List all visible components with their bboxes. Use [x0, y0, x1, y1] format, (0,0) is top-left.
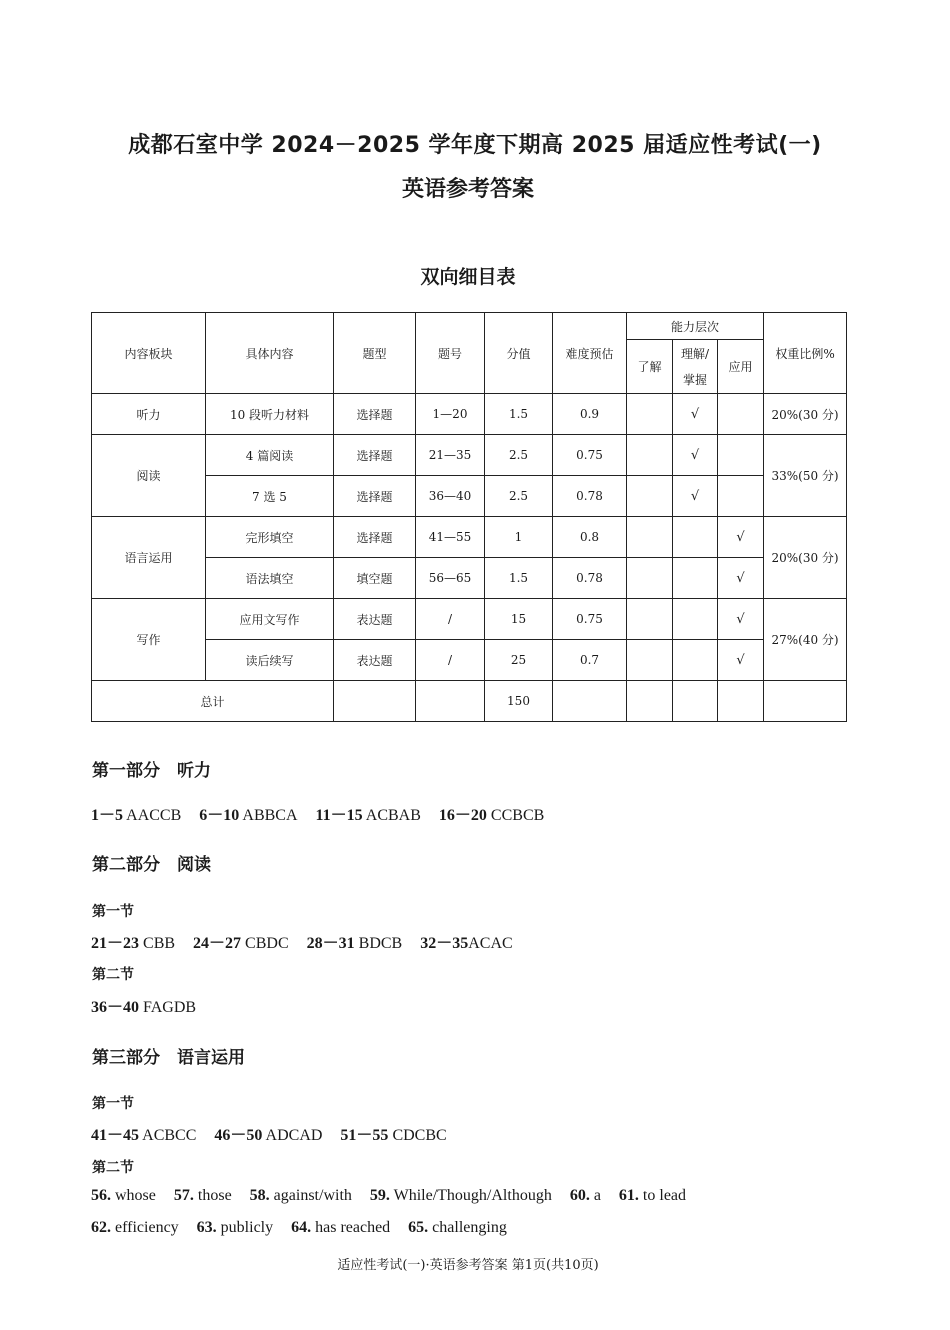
cell-apply: √ [718, 599, 764, 640]
cell-qtype: 填空题 [334, 558, 416, 599]
answer-value: BDCB [358, 935, 403, 952]
header-weight: 权重比例% [764, 313, 847, 394]
part2-section1-answers [91, 930, 513, 953]
cell-difficulty: 0.78 [553, 558, 627, 599]
header-master-line2: 掌握 [682, 372, 707, 387]
cell-understand [627, 476, 673, 517]
part2-section2-heading: 第二节 [92, 967, 134, 983]
cell-block: 写作 [92, 599, 206, 681]
answer-value: whose [115, 1187, 156, 1204]
cell-qtype: 选择题 [334, 517, 416, 558]
cell-apply [718, 435, 764, 476]
cell-qnum: / [416, 640, 485, 681]
cell-understand [627, 435, 673, 476]
cell-master: √ [673, 394, 718, 435]
table-row [92, 640, 847, 681]
answer-value: CBDC [245, 935, 289, 952]
header-apply: 应用 [718, 340, 764, 394]
answer-range: 41－45 [91, 1127, 140, 1144]
answer-value: ACBCC [142, 1127, 197, 1144]
answer-value: against/with [273, 1187, 352, 1204]
cell-qtype: 选择题 [334, 435, 416, 476]
cell-apply: √ [718, 517, 764, 558]
answer-value: FAGDB [143, 999, 197, 1016]
answer-value: While/Though/Although [393, 1187, 552, 1204]
answer-value: CCBCB [490, 807, 545, 824]
header-master-line1: 理解/ [680, 346, 710, 361]
part3-section1-heading: 第一节 [92, 1096, 134, 1112]
answer-number: 64. [291, 1219, 312, 1236]
part1-answers [91, 802, 544, 825]
cell-content: 10 段听力材料 [206, 394, 334, 435]
answer-key-title: 英语参考答案 [401, 177, 534, 202]
answer-range: 21－23 [91, 935, 140, 952]
cell-difficulty: 0.9 [553, 394, 627, 435]
answer-value: ABBCA [242, 807, 298, 824]
table-header-row [92, 313, 847, 340]
cell-difficulty: 0.75 [553, 599, 627, 640]
cell-qtype: 表达题 [334, 599, 416, 640]
answer-range: 46－50 [214, 1127, 263, 1144]
answer-range: 36－40 [91, 999, 140, 1016]
cell-understand [627, 599, 673, 640]
cell-master [673, 517, 718, 558]
part2-heading: 第二部分 阅读 [92, 855, 211, 875]
cell-score: 2.5 [485, 476, 553, 517]
answer-value: CBB [143, 935, 176, 952]
answer-value: efficiency [115, 1219, 179, 1236]
part2-section1-heading: 第一节 [92, 904, 134, 920]
answer-range: 11－15 [315, 807, 363, 824]
cell-total-label: 总计 [92, 681, 334, 722]
table-row [92, 558, 847, 599]
cell-qnum: 36—40 [416, 476, 485, 517]
answer-value: publicly [220, 1219, 274, 1236]
answer-value: AACCB [126, 807, 182, 824]
header-content-block: 内容板块 [92, 313, 206, 394]
answer-range: 32－35 [420, 935, 469, 952]
header-question-number: 题号 [416, 313, 485, 394]
answer-value: CDCBC [392, 1127, 447, 1144]
part3-section2-heading: 第二节 [92, 1160, 134, 1176]
cell-block: 听力 [92, 394, 206, 435]
cell-qnum: 41—55 [416, 517, 485, 558]
header-score: 分值 [485, 313, 553, 394]
cell-qtype: 表达题 [334, 640, 416, 681]
table-row [92, 435, 847, 476]
cell-content: 读后续写 [206, 640, 334, 681]
cell-difficulty: 0.78 [553, 476, 627, 517]
header-specific-content: 具体内容 [206, 313, 334, 394]
answer-number: 58. [249, 1187, 270, 1204]
cell-total-score: 150 [485, 681, 553, 722]
answer-number: 59. [369, 1187, 390, 1204]
answer-value: ACAC [468, 935, 513, 952]
cell-content: 应用文写作 [206, 599, 334, 640]
header-difficulty: 难度预估 [553, 313, 627, 394]
cell-weight: 20%(30 分) [764, 394, 847, 435]
answer-value: has reached [315, 1219, 391, 1236]
answer-value: a [593, 1187, 601, 1204]
answer-range: 28－31 [306, 935, 355, 952]
cell-master [673, 558, 718, 599]
header-question-type: 题型 [334, 313, 416, 394]
table-row [92, 394, 847, 435]
cell-block: 语言运用 [92, 517, 206, 599]
cell-apply: √ [718, 558, 764, 599]
answer-number: 65. [408, 1219, 429, 1236]
part2-section2-answers [91, 994, 196, 1017]
cell-qtype: 选择题 [334, 476, 416, 517]
answer-range: 24－27 [193, 935, 242, 952]
cell-weight: 27%(40 分) [764, 599, 847, 681]
specification-table [91, 312, 847, 722]
answer-range: 6－10 [199, 807, 240, 824]
cell-qnum: 56—65 [416, 558, 485, 599]
cell-master [673, 599, 718, 640]
cell-block: 阅读 [92, 435, 206, 517]
cell-difficulty: 0.7 [553, 640, 627, 681]
cell-difficulty: 0.75 [553, 435, 627, 476]
cell-content: 完形填空 [206, 517, 334, 558]
cell-apply: √ [718, 640, 764, 681]
answer-value: those [197, 1187, 232, 1204]
cell-master: √ [673, 476, 718, 517]
part3-section2-answers-line2 [91, 1219, 507, 1237]
header-understand: 了解 [627, 340, 673, 394]
cell-qtype: 选择题 [334, 394, 416, 435]
cell-score: 15 [485, 599, 553, 640]
cell-understand [627, 640, 673, 681]
cell-understand [627, 394, 673, 435]
answer-range: 51－55 [340, 1127, 389, 1144]
table-total-row [92, 681, 847, 722]
header-ability-level: 能力层次 [627, 313, 764, 340]
answer-value: challenging [432, 1219, 507, 1236]
header-master [673, 340, 718, 394]
cell-difficulty: 0.8 [553, 517, 627, 558]
cell-master: √ [673, 435, 718, 476]
cell-score: 1 [485, 517, 553, 558]
answer-number: 61. [618, 1187, 639, 1204]
cell-qnum: / [416, 599, 485, 640]
answer-value: ADCAD [265, 1127, 323, 1144]
table-row [92, 517, 847, 558]
page-footer: 适应性考试(一)·英语参考答案 第1页(共10页) [337, 1258, 599, 1273]
cell-score: 1.5 [485, 394, 553, 435]
cell-content: 语法填空 [206, 558, 334, 599]
answer-value: ACBAB [365, 807, 421, 824]
table-title: 双向细目表 [420, 266, 516, 288]
cell-master [673, 640, 718, 681]
answer-range: 16－20 [438, 807, 487, 824]
answer-number: 56. [91, 1187, 111, 1204]
part3-heading: 第三部分 语言运用 [92, 1048, 245, 1068]
cell-apply [718, 394, 764, 435]
answer-value: to lead [642, 1187, 687, 1204]
part1-heading: 第一部分 听力 [92, 761, 211, 781]
cell-score: 1.5 [485, 558, 553, 599]
cell-score: 2.5 [485, 435, 553, 476]
answer-number: 60. [569, 1187, 590, 1204]
cell-understand [627, 558, 673, 599]
answer-number: 63. [196, 1219, 217, 1236]
cell-qnum: 1—20 [416, 394, 485, 435]
table-row [92, 599, 847, 640]
answer-number: 57. [173, 1187, 194, 1204]
part3-section1-answers [91, 1122, 447, 1145]
cell-content: 4 篇阅读 [206, 435, 334, 476]
answer-number: 62. [91, 1219, 111, 1236]
table-row [92, 476, 847, 517]
part3-section2-answers-line1 [91, 1187, 686, 1205]
cell-score: 25 [485, 640, 553, 681]
cell-qnum: 21—35 [416, 435, 485, 476]
cell-understand [627, 517, 673, 558]
cell-apply [718, 476, 764, 517]
cell-content: 7 选 5 [206, 476, 334, 517]
exam-title: 成都石室中学 2024－2025 学年度下期高 2025 届适应性考试(一) [128, 133, 822, 158]
cell-weight: 33%(50 分) [764, 435, 847, 517]
answer-range: 1－5 [91, 807, 124, 824]
cell-weight: 20%(30 分) [764, 517, 847, 599]
